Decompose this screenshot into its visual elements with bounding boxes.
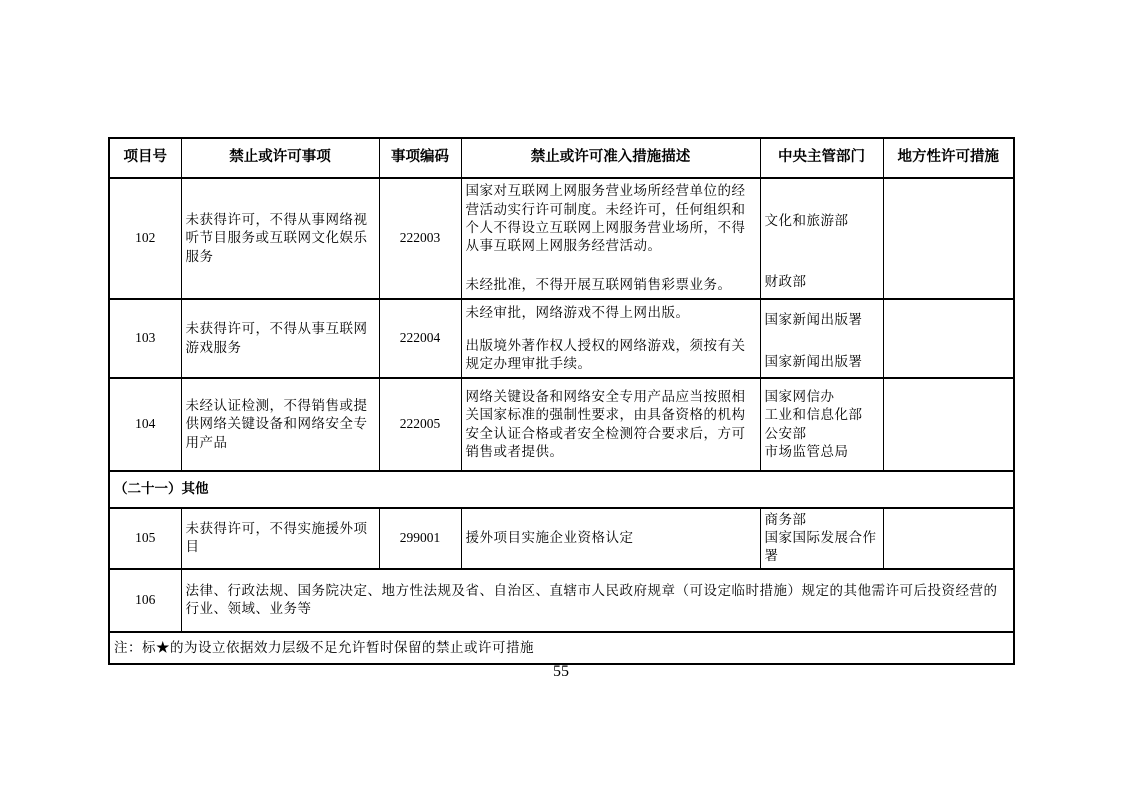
measure-paragraph: 援外项目实施企业资格认定: [465, 530, 634, 546]
row-102-measures: [461, 178, 760, 299]
row-104-departments: [760, 378, 883, 471]
department-name: 国家新闻出版署: [764, 311, 863, 327]
department-name: 财政部: [764, 273, 807, 289]
row-103-item: 未获得许可，不得从事互联网游戏服务: [181, 299, 379, 378]
row-105-item: 未获得许可，不得实施援外项目: [181, 508, 379, 569]
row-105-local: [883, 508, 1014, 569]
row-104-code: 222005: [379, 378, 461, 471]
row-103-measures: [461, 299, 760, 378]
department-name: 国家国际发展合作署: [764, 530, 877, 564]
row-102-local: [883, 178, 1014, 299]
row-103-id: 103: [109, 299, 181, 378]
measure-paragraph: 未经批准，不得开展互联网销售彩票业务。: [465, 277, 732, 293]
table-footnote: 注：标★的为设立依据效力层级不足允许暂时保留的禁止或许可措施: [109, 632, 1014, 664]
row-103-local: [883, 299, 1014, 378]
table-row: [109, 178, 1014, 299]
negative-list-table-wrap: [108, 137, 1014, 665]
table-header-row: [109, 138, 1014, 178]
row-106-merged-text: 法律、行政法规、国务院决定、地方性法规及省、自治区、直辖市人民政府规章（可设定临时措施）规定的其他需许可后投资经营的行业、领域、业务等: [181, 569, 1014, 632]
row-102-item: 未获得许可，不得从事网络视听节目服务或互联网文化娱乐服务: [181, 178, 379, 299]
row-106-id: 106: [109, 569, 181, 632]
row-105-departments: [760, 508, 883, 569]
page-number: 55: [553, 663, 569, 680]
row-102-code: 222003: [379, 178, 461, 299]
header-item-code: 事项编码: [379, 138, 461, 178]
row-105-measures: [461, 508, 760, 569]
measure-paragraph: 国家对互联网上网服务营业场所经营单位的经营活动实行许可制度。未经许可，任何组织和个人不得设立互联网上网服务营业场所，不得从事互联网上网服务经营活动。: [465, 183, 746, 254]
header-item-number: 项目号: [109, 138, 181, 178]
department-name: 国家网信办: [764, 389, 835, 405]
section-header-row: [109, 471, 1014, 508]
row-102-departments: [760, 178, 883, 299]
row-103-code: 222004: [379, 299, 461, 378]
table-row: [109, 508, 1014, 569]
table-row: [109, 378, 1014, 471]
department-name: 市场监管总局: [764, 443, 849, 459]
header-prohibited-item: 禁止或许可事项: [181, 138, 379, 178]
row-104-local: [883, 378, 1014, 471]
header-measure-description: 禁止或许可准入措施描述: [461, 138, 760, 178]
header-local-measures: 地方性许可措施: [883, 138, 1014, 178]
department-name: 国家新闻出版署: [764, 354, 863, 369]
measure-paragraph: 未经审批，网络游戏不得上网出版。: [465, 304, 690, 320]
row-103-departments: [760, 299, 883, 378]
measure-paragraph: 网络关键设备和网络安全专用产品应当按照相关国家标准的强制性要求，由具备资格的机构安全认证合格或者安全检测符合要求后，方可销售或者提供。: [465, 389, 746, 459]
row-104-id: 104: [109, 378, 181, 471]
row-104-measures: [461, 378, 760, 471]
department-name: 公安部: [764, 425, 807, 441]
table-row: [109, 299, 1014, 378]
table-row: [109, 569, 1014, 632]
row-102-id: 102: [109, 178, 181, 299]
section-header-label: （二十一）其他: [109, 471, 1014, 508]
header-central-department: 中央主管部门: [760, 138, 883, 178]
department-name: 商务部: [764, 512, 807, 527]
department-name: 文化和旅游部: [764, 213, 849, 229]
note-row: [109, 632, 1014, 664]
measure-paragraph: 出版境外著作权人授权的网络游戏，须按有关规定办理审批手续。: [465, 337, 746, 372]
negative-list-table: [108, 137, 1015, 665]
row-104-item: 未经认证检测，不得销售或提供网络关键设备和网络安全专用产品: [181, 378, 379, 471]
row-105-id: 105: [109, 508, 181, 569]
department-name: 工业和信息化部: [764, 407, 863, 423]
row-105-code: 299001: [379, 508, 461, 569]
